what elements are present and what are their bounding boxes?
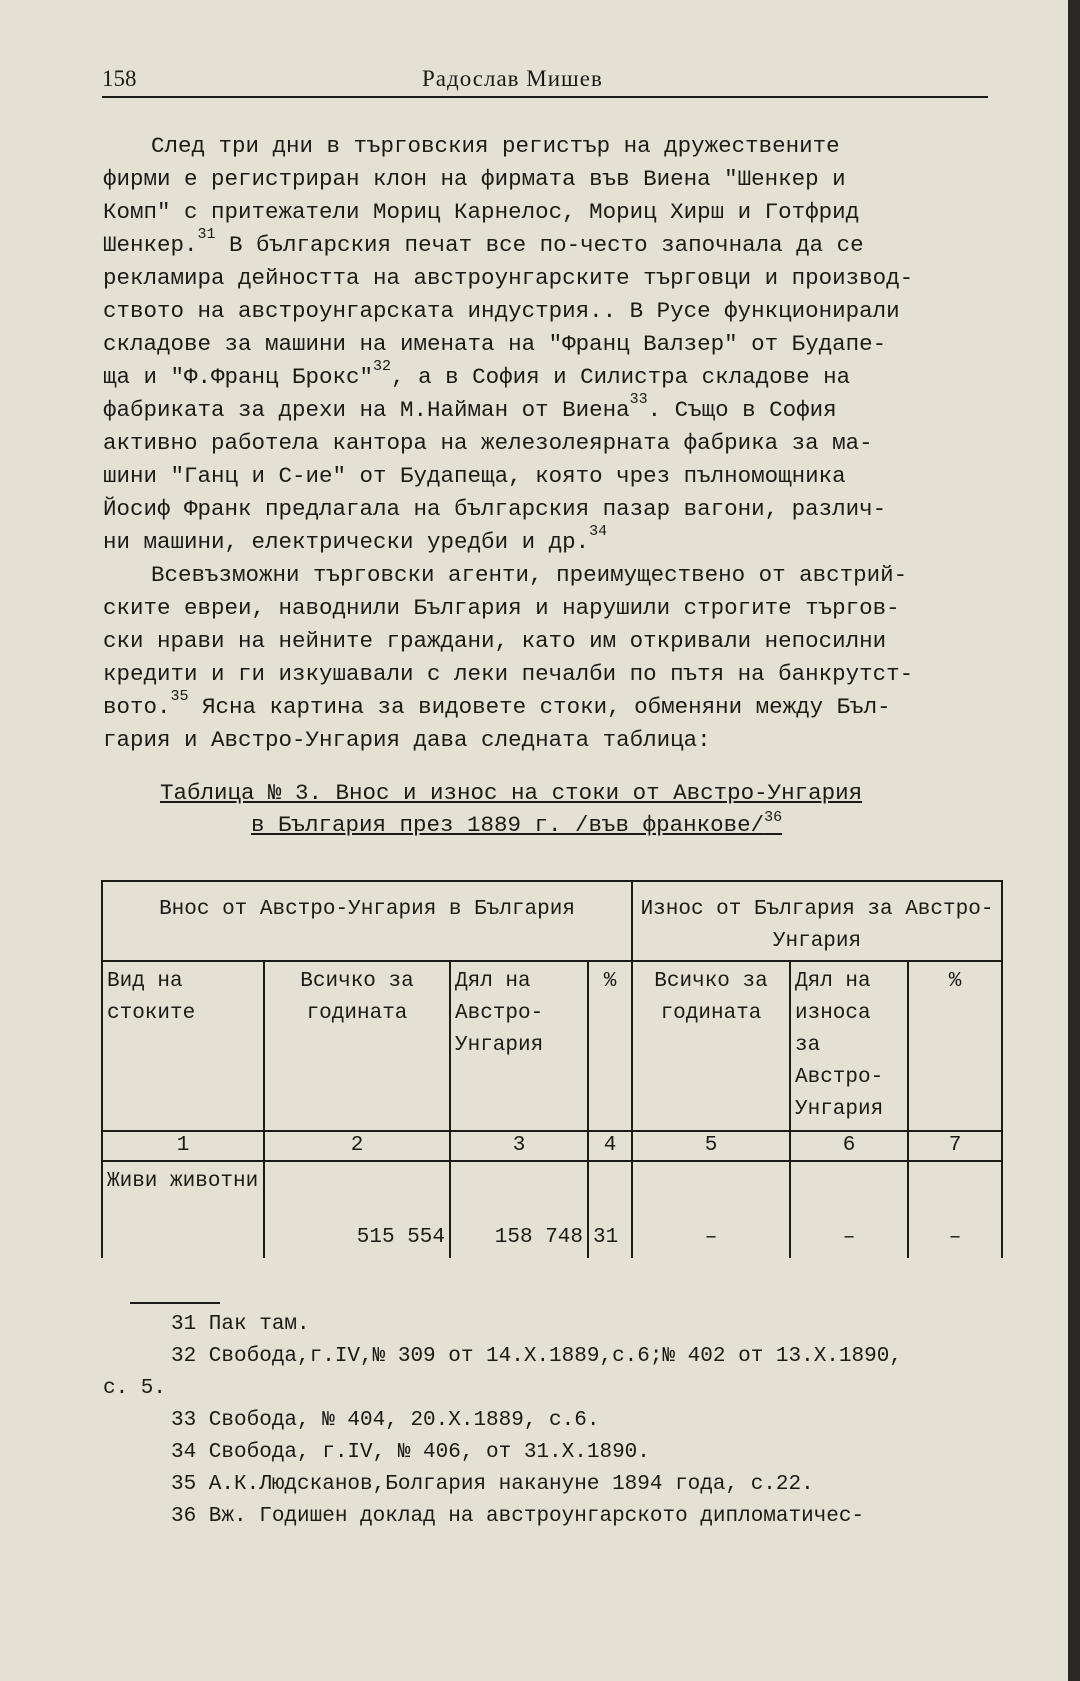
text-line: ни машини, електрически уредби и др.$^{34}$	[103, 523, 608, 555]
column-number-row	[102, 1131, 1002, 1161]
footnote-ref: 31	[197, 226, 216, 243]
text-line: складове за машини на имената на "Франц Валзер" от Будапе-	[103, 331, 887, 357]
table-group-header-row	[102, 881, 1002, 961]
running-head-author: Радослав Мишев	[422, 66, 603, 91]
table-cell: –	[632, 1161, 790, 1258]
footnote: 32 Свобода,г.IV,№ 309 от 14.X.1889,с.6;№ 402 от 13.X.1890,	[171, 1345, 902, 1368]
text-line: кредити и ги изкушавали с леки печалби по пътя на банкрутст-	[103, 661, 914, 687]
table-cell: –	[790, 1161, 908, 1258]
column-header: %	[908, 961, 1002, 1131]
column-number: 6	[790, 1131, 908, 1161]
footnote-ref: 34	[589, 523, 608, 540]
text-line: ща и "Ф.Франц Брокс"$^{32}$, а в София и Силистра складове на	[103, 358, 851, 390]
column-header: Дял на Австро-Унгария	[450, 961, 588, 1131]
trade-table	[101, 880, 1003, 1258]
column-header: Всичко за годината	[264, 961, 450, 1131]
footnote: 34 Свобода, г.IV, № 406, от 31.X.1890.	[171, 1441, 650, 1464]
table-cell: 31	[588, 1161, 632, 1258]
text-line: активно работела кантора на железолеярната фабрика за ма-	[103, 430, 873, 456]
text-line: ството на австроунгарската индустрия.. В Русе функционирали	[103, 298, 900, 324]
footnote-separator	[130, 1302, 220, 1304]
page-edge-shadow	[1068, 0, 1080, 1681]
footnote-ref: 33	[629, 391, 648, 408]
table-caption-line: Таблица № 3. Внос и износ на стоки от Австро-Унгария	[160, 780, 863, 806]
column-number: 5	[632, 1131, 790, 1161]
column-number: 2	[264, 1131, 450, 1161]
table-caption-line: в България през 1889 г. /във франкове/$^{36}$	[251, 809, 783, 838]
text-line: фабриката за дрехи на М.Найман от Виена$^{33}$. Също в София	[103, 391, 837, 423]
text-line: ски нрави на нейните граждани, като им откривали непосилни	[103, 628, 887, 654]
table-cell: Живи животни	[102, 1161, 264, 1258]
table-column-header-row	[102, 961, 1002, 1131]
column-header: Вид на стоките	[102, 961, 264, 1131]
column-number: 3	[450, 1131, 588, 1161]
text-line: гария и Австро-Унгария дава следната таблица:	[103, 727, 711, 753]
text-line: шини "Ганц и С-ие" от Будапеща, която чрез пълномощника	[103, 463, 846, 489]
footnote: 35 А.К.Людсканов,Болгария накануне 1894 года, с.22.	[171, 1473, 814, 1496]
column-number: 1	[102, 1131, 264, 1161]
text-line: Комп" с притежатели Мориц Карнелос, Мориц Хирш и Готфрид	[103, 199, 860, 225]
column-header: Всичко за годината	[632, 961, 790, 1131]
page-number: 158	[102, 66, 137, 91]
text-line: Шенкер.$^{31}$ В българския печат все по-често започнала да се	[103, 226, 864, 258]
running-header	[102, 66, 988, 98]
text-line: вото.$^{35}$ Ясна картина за видовете стоки, обменяни между Бъл-	[103, 688, 891, 720]
text-line: Всевъзможни търговски агенти, преимуществено от австрий-	[151, 562, 908, 588]
table-cell: 515 554	[264, 1161, 450, 1258]
column-number: 7	[908, 1131, 1002, 1161]
footnote-continuation: с. 5.	[103, 1377, 167, 1400]
footnote-ref: 32	[373, 358, 392, 375]
footnote-ref: 35	[170, 688, 189, 705]
text-line: След три дни в търговския регистър на дружествените	[151, 133, 840, 159]
footnote: 33 Свобода, № 404, 20.X.1889, с.6.	[171, 1409, 600, 1432]
table-row	[102, 1161, 1002, 1258]
footnote-ref: 36	[764, 809, 783, 826]
text-line: рекламира дейността на австроунгарските търговци и производ-	[103, 265, 914, 291]
table-cell: 158 748	[450, 1161, 588, 1258]
column-header: %	[588, 961, 632, 1131]
footnotes	[103, 1309, 1033, 1533]
import-group-header: Внос от Австро-Унгария в България	[102, 881, 632, 961]
text-line: фирми е регистриран клон на фирмата във Виена "Шенкер и	[103, 166, 846, 192]
text-line: ските евреи, наводнили България и нарушили строгите търгов-	[103, 595, 900, 621]
column-number: 4	[588, 1131, 632, 1161]
column-header: Дял на износа за Австро-Унгария	[790, 961, 908, 1131]
text-line: Йосиф Франк предлагала на българския пазар вагони, различ-	[103, 496, 887, 522]
export-group-header: Износ от България за Австро-Унгария	[632, 881, 1002, 961]
body-text	[103, 130, 1013, 757]
table-cell: –	[908, 1161, 1002, 1258]
footnote: 36 Вж. Годишен доклад на австроунгарското дипломатичес-	[171, 1505, 865, 1528]
footnote: 31 Пак там.	[171, 1313, 310, 1336]
